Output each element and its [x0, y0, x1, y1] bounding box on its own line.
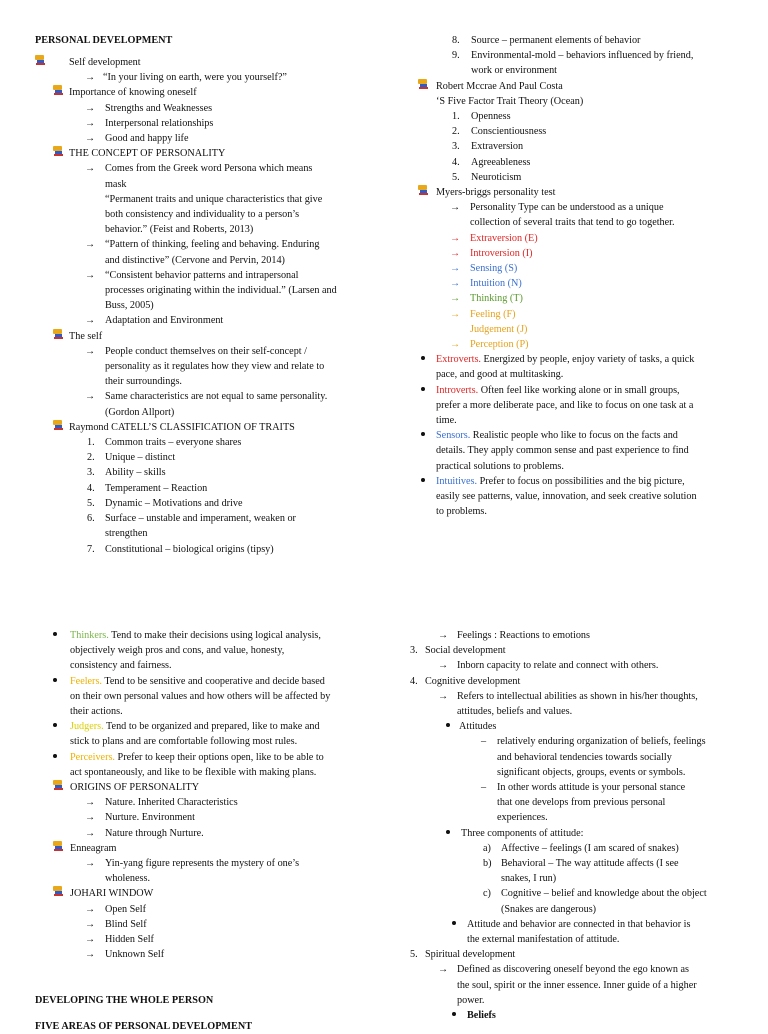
arrow-icon: →	[438, 630, 449, 641]
arrow-icon: →	[85, 315, 96, 327]
bullet-dot-icon	[421, 474, 425, 489]
list-item: → Nature. Inherited Characteristics	[35, 795, 375, 810]
list-item: → Extraversion (E)	[416, 231, 741, 246]
arrow-icon: →	[450, 263, 461, 275]
list-item: → “In your living on earth, were you yourself?”	[35, 70, 375, 85]
arrow-icon: →	[85, 345, 96, 357]
list-item: → Feeling (F) Judgement (J)	[450, 308, 528, 335]
bullet-flag-icon	[53, 841, 64, 856]
list-item: → Personality Type can be understood as a unique collection of several traits that tend to go together.	[450, 202, 675, 229]
list-item: Feelers. Tend to be sensitive and cooperative and decide based on their own personal values and how others will be affected by their actions.	[35, 674, 375, 720]
list-item: → Perception (P)	[416, 337, 741, 352]
list-item: → Same characteristics are not equal to same personality. (Gordon Allport)	[85, 391, 328, 418]
arrow-icon: →	[85, 117, 96, 129]
list-item: Perceivers. Prefer to keep their options open, like to be able to act spontaneously, and like to be flexible with making plans.	[35, 750, 375, 780]
numbered-item: 3. Extraversion	[452, 141, 524, 153]
list-item: → Adaptation and Environment	[35, 313, 375, 328]
section-heading: FIVE AREAS OF PERSONAL DEVELOPMENT	[35, 1020, 252, 1032]
list-item: The self	[35, 329, 375, 344]
bullet-dot-icon	[53, 719, 57, 734]
list-item: Attitudes	[405, 719, 741, 734]
numbered-item: 5. Spiritual development	[410, 949, 516, 961]
list-item: → Defined as discovering oneself beyond the ego known as the soul, spirit or the inner essence. Inner guide of a higher power.	[438, 964, 697, 1006]
numbered-item: 2. Conscientiousness	[452, 126, 547, 138]
bullet-dot-icon	[421, 352, 425, 367]
list-item: Thinkers. Tend to make their decisions using logical analysis, objectively weigh pros and cons, and value, honesty, consistency and fairness.	[35, 628, 375, 674]
bullet-flag-icon	[418, 185, 429, 200]
bullet-dot-icon	[53, 674, 57, 689]
arrow-icon: →	[85, 269, 96, 281]
list-item: → Nurture. Environment	[35, 810, 375, 825]
bullet-dot-icon	[452, 1008, 456, 1023]
list-item: → “Pattern of thinking, feeling and behaving. Enduring and distinctive” (Cervone and Pervin, 2014)	[85, 239, 320, 266]
arrow-icon: →	[450, 202, 461, 214]
numbered-item: 2. Unique – distinct	[87, 452, 176, 464]
arrow-icon: →	[85, 797, 96, 809]
lettered-item: b) Behavioral – The way attitude affects (I see snakes, I run)	[483, 858, 679, 885]
arrow-icon: →	[85, 827, 96, 839]
page-title: PERSONAL DEVELOPMENT	[35, 35, 173, 46]
list-item: → Thinking (T)	[416, 291, 741, 306]
top-right-column	[416, 33, 741, 520]
list-item: → “Consistent behavior patterns and intrapersonal processes originating within the individual.” (Larsen and Buss, 2005)	[85, 269, 337, 312]
list-item: → Good and happy life	[35, 131, 375, 146]
list-item: → Nature through Nurture.	[35, 826, 375, 841]
list-item: Three components of attitude:	[405, 826, 741, 841]
arrow-icon: →	[85, 72, 96, 84]
top-left-column	[35, 33, 375, 557]
dash-icon: –	[481, 736, 487, 748]
arrow-icon: →	[85, 812, 96, 824]
section-heading: DEVELOPING THE WHOLE PERSON	[35, 995, 214, 1007]
dash-icon: –	[481, 782, 487, 794]
arrow-icon: →	[438, 690, 449, 702]
list-item: Self development	[35, 55, 375, 70]
list-item: → Open Self	[35, 902, 375, 917]
bullet-flag-icon	[53, 420, 64, 435]
bottom-left-column	[35, 628, 375, 1034]
bullet-flag-icon	[53, 146, 64, 161]
numbered-item: 4. Cognitive development	[410, 675, 521, 687]
list-item: → Sensing (S)	[416, 261, 741, 276]
list-item: Sensors. Realistic people who like to focus on the facts and details. They apply common sense and past experience to find practical solutions to problems.	[416, 428, 741, 474]
arrow-icon: →	[450, 293, 461, 305]
list-item: Robert Mccrae And Paul Costa ‘S Five Factor Trait Theory (Ocean)	[416, 79, 741, 109]
arrow-icon: →	[438, 964, 449, 976]
arrow-icon: →	[85, 934, 96, 946]
list-item: JOHARI WINDOW	[35, 886, 375, 901]
list-item: → Blind Self	[35, 917, 375, 932]
arrow-icon: →	[450, 278, 461, 290]
numbered-item: 9. Environmental-mold – behaviors influenced by friend, work or environment	[452, 50, 694, 77]
arrow-icon: →	[85, 133, 96, 145]
bullet-flag-icon	[53, 329, 64, 344]
arrow-icon: →	[450, 232, 461, 244]
arrow-icon: →	[85, 102, 96, 114]
list-item: – relatively enduring organization of beliefs, feelings and behavioral tendencies towards socially significant objects, groups, events or symbols.	[481, 736, 706, 778]
bullet-dot-icon	[53, 628, 57, 643]
lettered-item: a) Affective – feelings (I am scared of snakes)	[483, 842, 679, 854]
list-item: Enneagram	[35, 841, 375, 856]
bullet-dot-icon	[421, 383, 425, 398]
arrow-icon: →	[85, 391, 96, 403]
bullet-dot-icon	[53, 750, 57, 765]
numbered-item: 5. Dynamic – Motivations and drive	[87, 497, 243, 509]
bullet-flag-icon	[418, 79, 429, 94]
numbered-item: 6. Surface – unstable and imperament, weaken or strengthen	[87, 513, 296, 540]
bullet-dot-icon	[446, 719, 450, 734]
list-item: Judgers. Tend to be organized and prepared, like to make and stick to plans and are comfortable following most rules.	[35, 719, 375, 749]
list-item: → Inborn capacity to relate and connect with others.	[405, 658, 741, 673]
bullet-flag-icon	[53, 85, 64, 100]
numbered-item: 1. Openness	[452, 111, 511, 123]
numbered-item: 3. Ability – skills	[87, 467, 166, 479]
arrow-icon: →	[438, 660, 449, 672]
list-item: → Refers to intellectual abilities as shown in his/her thoughts, attitudes, beliefs and values.	[438, 690, 698, 718]
arrow-icon: →	[85, 949, 96, 961]
list-item: Extroverts. Energized by people, enjoy variety of tasks, a quick pace, and good at multitasking.	[416, 352, 741, 382]
list-item: → Unknown Self	[35, 947, 375, 962]
arrow-icon: →	[85, 903, 96, 915]
list-item: → Introversion (I)	[416, 246, 741, 261]
numbered-item: 1. Common traits – everyone shares	[87, 437, 242, 449]
list-item: Attitude and behavior are connected in that behavior is the external manifestation of attitude.	[405, 917, 741, 947]
list-item: THE CONCEPT OF PERSONALITY	[35, 146, 375, 161]
list-item: – In other words attitude is your personal stance that one develops from previous personal experiences.	[481, 782, 686, 824]
list-item: → Hidden Self	[35, 932, 375, 947]
bottom-right-column	[405, 628, 741, 1023]
numbered-item: 5. Neuroticism	[452, 171, 522, 183]
numbered-item: 7. Constitutional – biological origins (tipsy)	[87, 543, 274, 555]
list-item: → Intuition (N)	[416, 276, 741, 291]
bullet-dot-icon	[452, 917, 456, 932]
lettered-item: c) Cognitive – belief and knowledge about the object (Snakes are dangerous)	[483, 888, 707, 915]
list-item: → Comes from the Greek word Persona which means mask “Permanent traits and unique characteristics that give both consistency and individuality to a person’s behavior.” (Feist and Roberts, 2013)	[85, 163, 323, 236]
numbered-item: 4. Agreeableness	[452, 156, 531, 168]
bullet-flag-icon	[53, 886, 64, 901]
list-item: → Yin-yang figure represents the mystery of one’s wholeness.	[85, 858, 300, 885]
list-item: → Interpersonal relationships	[35, 116, 375, 131]
arrow-icon: →	[450, 308, 461, 320]
arrow-icon: →	[450, 247, 461, 259]
numbered-item: 3. Social development	[410, 645, 506, 657]
list-item: Beliefs	[405, 1008, 741, 1023]
list-item: ORIGINS OF PERSONALITY	[35, 780, 375, 795]
list-item: Importance of knowing oneself	[35, 85, 375, 100]
arrow-icon: →	[450, 339, 461, 351]
numbered-item: 4. Temperament – Reaction	[87, 482, 208, 494]
list-item: → Strengths and Weaknesses	[35, 101, 375, 116]
list-item: Raymond CATELL’S CLASSIFICATION OF TRAITS	[35, 420, 375, 435]
bullet-dot-icon	[446, 826, 450, 841]
bullet-flag-icon	[53, 780, 64, 795]
bullet-dot-icon	[421, 428, 425, 443]
arrow-icon: →	[85, 858, 96, 870]
list-item: → Feelings : Reactions to emotions	[405, 628, 741, 643]
list-item: Intuitives. Prefer to focus on possibilities and the big picture, easily see patterns, value, innovation, and seek creative solution to problems.	[416, 474, 741, 520]
list-item: → People conduct themselves on their self-concept / personality as it regulates how they view and relate to their surroundings.	[85, 345, 325, 388]
arrow-icon: →	[85, 239, 96, 251]
list-item: Myers-briggs personality test	[416, 185, 741, 200]
arrow-icon: →	[85, 918, 96, 930]
arrow-icon: →	[85, 163, 96, 175]
list-item: Introverts. Often feel like working alone or in small groups, prefer a more deliberate pace, and like to focus on one task at a time.	[416, 383, 741, 429]
numbered-item: 8. Source – permanent elements of behavior	[452, 35, 641, 46]
bullet-flag-icon	[35, 55, 46, 70]
